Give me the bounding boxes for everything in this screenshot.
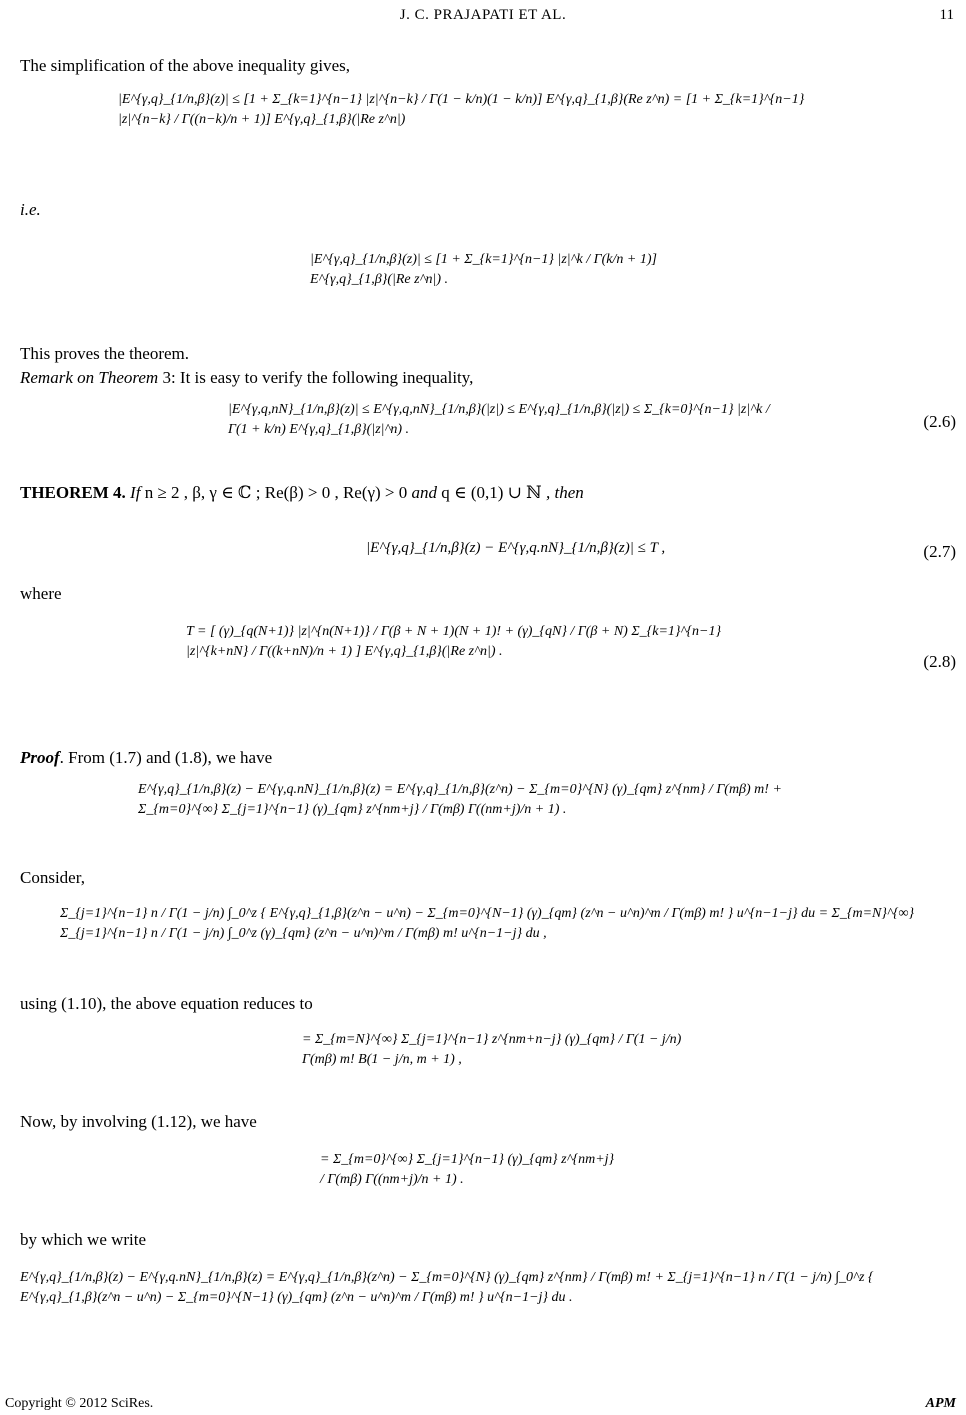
paragraph-now: Now, by involving (1.12), we have — [20, 1112, 257, 1131]
paragraph-remark — [20, 368, 473, 388]
equation-reduced: = Σ_{m=N}^{∞} Σ_{j=1}^{n−1} z^{nm+n−j} (γ)_{qm} / Γ(1 − j/n) Γ(mβ) m! B(1 − j/n, m + 1) , — [302, 1032, 682, 1067]
paragraph-proves: This proves the theorem. — [20, 344, 190, 363]
theorem-label: THEOREM 4. — [20, 483, 126, 502]
equation-inequality-1: |E^{γ,q}_{1/n,β}(z)| ≤ [1 + Σ_{k=1}^{n−1} |z|^{n−k} / Γ(1 − k/n)(1 − k/n)] E^{γ,q}_{1,β}(Re z^n) = [1 + Σ_{k=1}^{n−1} |z|^{n−k} / Γ((n−k)/n + 1)] E^{γ,q}_{1,β}(|Re z^n|) — [118, 92, 805, 127]
equation-number-2-6: (2.6) — [923, 412, 956, 431]
equation-number-2-7: (2.7) — [923, 542, 956, 561]
theorem-if: If — [125, 483, 145, 502]
equation-number-2-8: (2.8) — [923, 652, 956, 671]
paragraph-bywhich: by which we write — [20, 1230, 147, 1249]
remark-label: Remark on Theorem — [20, 368, 159, 387]
equation-involving-1-12: = Σ_{m=0}^{∞} Σ_{j=1}^{n−1} (γ)_{qm} z^{nm+j} / Γ(mβ) Γ((nm+j)/n + 1) . — [320, 1152, 615, 1187]
paragraph-where: where — [20, 584, 62, 603]
equation-consider: Σ_{j=1}^{n−1} n / Γ(1 − j/n) ∫_0^z { E^{γ,q}_{1,β}(z^n − u^n) − Σ_{m=0}^{N−1} (γ)_{qm} (z^n − u^n)^m / Γ(mβ) m! } u^{n−1−j} du = Σ_{m=N}^{∞} Σ_{j=1}^{n−1} n / Γ(1 − j/n) ∫_0^z (γ)_{qm} (z^n − u^n)^m / Γ(mβ) m! u^{n−1−j} du , — [60, 906, 915, 941]
remark-text: 3: It is easy to verify the following inequality, — [158, 368, 474, 387]
theorem-q-condition: q ∈ (0,1) ∪ ℕ — [441, 483, 542, 502]
paragraph-consider: Consider, — [20, 868, 85, 887]
paragraph-ie: i.e. — [20, 200, 41, 219]
equation-2-8: T = [ (γ)_{q(N+1)} |z|^{n(N+1)} / Γ(β + N + 1)(N + 1)! + (γ)_{qN} / Γ(β + N) Σ_{k=1}^{n−1} |z|^{k+nN} / Γ((k+nN)/n + 1) ] E^{γ,q}_{1,β}(|Re z^n|) . — [186, 624, 722, 659]
proof-label: Proof — [20, 748, 60, 767]
footer-journal: APM — [925, 1396, 956, 1411]
equation-2-7: |E^{γ,q}_{1/n,β}(z) − E^{γ,q.nN}_{1/n,β}(z)| ≤ T , — [366, 540, 666, 556]
running-header — [0, 5, 966, 27]
paragraph-simplification: The simplification of the above inequality gives, — [20, 56, 350, 75]
theorem-then: , then — [541, 483, 584, 502]
paragraph-proof — [20, 748, 272, 768]
theorem-conditions: n ≥ 2 , β, γ ∈ ℂ ; Re(β) > 0 , Re(γ) > 0 — [144, 483, 408, 502]
paragraph-using: using (1.10), the above equation reduces to — [20, 994, 313, 1013]
equation-inequality-2: |E^{γ,q}_{1/n,β}(z)| ≤ [1 + Σ_{k=1}^{n−1} |z|^k / Γ(k/n + 1)] E^{γ,q}_{1,β}(|Re z^n|) . — [310, 252, 657, 287]
proof-text: . From (1.7) and (1.8), we have — [59, 748, 273, 767]
theorem-4-statement — [20, 483, 584, 503]
equation-final: E^{γ,q}_{1/n,β}(z) − E^{γ,q.nN}_{1/n,β}(z) = E^{γ,q}_{1/n,β}(z^n) − Σ_{m=0}^{N} (γ)_{qm} z^{nm} / Γ(mβ) m! + Σ_{j=1}^{n−1} n / Γ(1 − j/n) ∫_0^z { E^{γ,q}_{1,β}(z^n − u^n) − Σ_{m=0}^{N−1} (γ)_{qm} (z^n − u^n)^m / Γ(mβ) m! } u^{n−1−j} du . — [20, 1270, 874, 1305]
page-number: 11 — [939, 7, 954, 23]
theorem-and: and — [407, 483, 442, 502]
equation-proof-1: E^{γ,q}_{1/n,β}(z) − E^{γ,q.nN}_{1/n,β}(z) = E^{γ,q}_{1/n,β}(z^n) − Σ_{m=0}^{N} (γ)_{qm} z^{nm} / Γ(mβ) m! + Σ_{m=0}^{∞} Σ_{j=1}^{n−1} (γ)_{qm} z^{nm+j} / Γ(mβ) Γ((nm+j)/n + 1) . — [138, 782, 782, 817]
footer-copyright: Copyright © 2012 SciRes. — [5, 1396, 154, 1411]
running-title: J. C. PRAJAPATI ET AL. — [399, 7, 567, 23]
equation-2-6: |E^{γ,q,nN}_{1/n,β}(z)| ≤ E^{γ,q,nN}_{1/n,β}(|z|) ≤ E^{γ,q}_{1/n,β}(|z|) ≤ Σ_{k=0}^{n−1} |z|^k / Γ(1 + k/n) E^{γ,q}_{1,β}(|z|^n) . — [228, 402, 770, 437]
